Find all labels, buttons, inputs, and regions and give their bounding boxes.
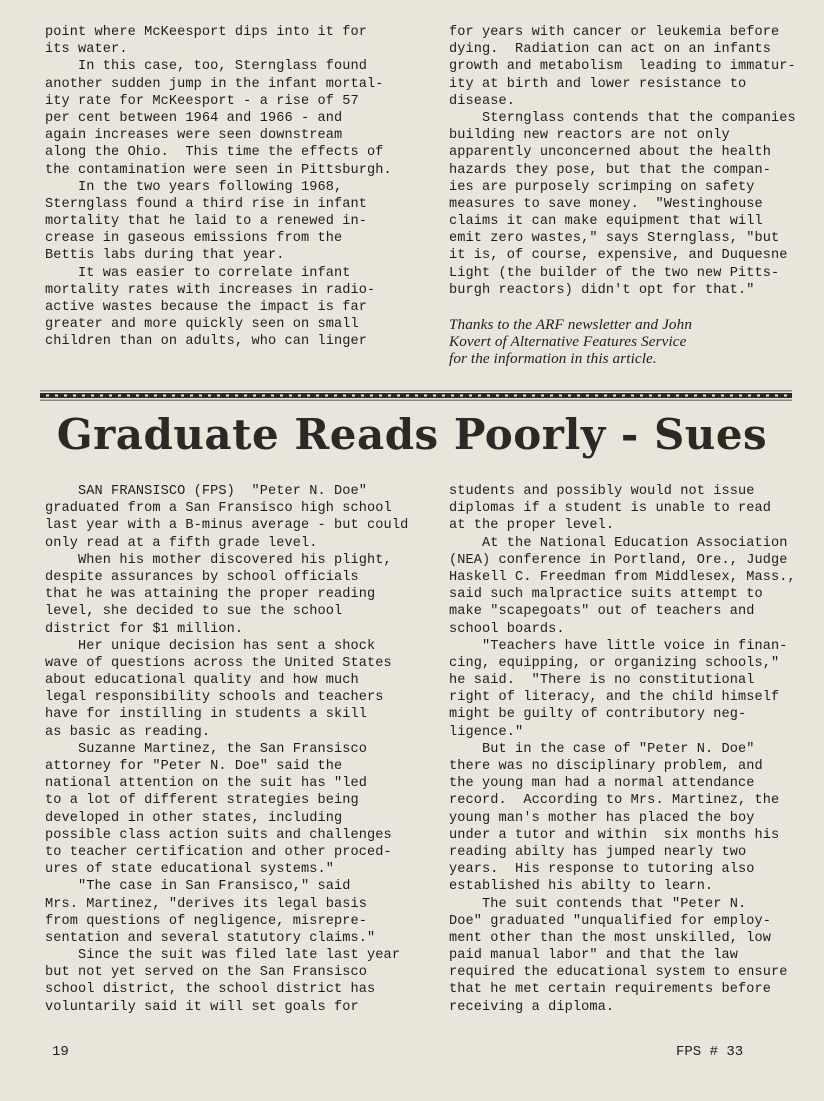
text-line: reading abilty has jumped nearly two	[449, 844, 747, 860]
text-line: Sternglass found a third rise in infant	[45, 196, 368, 212]
text-line: hazards they pose, but that the compan-	[449, 162, 772, 178]
headline: Graduate Reads Poorly - Sues	[56, 410, 768, 459]
text-line: growth and metabolism leading to immatur-	[449, 59, 796, 75]
text-line: Suzanne Martinez, the San Fransisco	[45, 741, 368, 757]
text-line: Kovert of Alternative Features Service	[449, 333, 687, 351]
text-line: last year with a B-minus average - but could	[45, 518, 409, 534]
text-line: ures of state educational systems."	[45, 862, 335, 878]
text-line: said such malpractice suits attempt to	[449, 587, 763, 603]
bottom-left-column	[45, 483, 408, 1016]
text-line: years. His response to tutoring also	[449, 862, 755, 878]
text-line: its water.	[45, 42, 128, 58]
text-line: about educational quality and how much	[45, 673, 359, 689]
text-line: children than on adults, who can linger	[45, 334, 368, 350]
text-line: school district, the school district has	[45, 982, 376, 998]
text-line: ity rate for McKeesport - a rise of 57	[45, 93, 359, 109]
bottom-right-column	[449, 483, 796, 1016]
text-line: But in the case of "Peter N. Doe"	[449, 741, 755, 757]
text-line: students and possibly would not issue	[449, 484, 755, 499]
text-line: young man's mother has placed the boy	[449, 810, 755, 826]
text-line: At the National Education Association	[449, 535, 788, 551]
text-line: When his mother discovered his plight,	[45, 552, 392, 568]
text-line: Thanks to the ARF newsletter and John	[449, 316, 693, 333]
text-line: Haskell C. Freedman from Middlesex, Mass.,	[449, 569, 796, 585]
text-line: emit zero wastes," says Sternglass, "but	[449, 231, 780, 247]
text-line: to teacher certification and other proced-	[45, 844, 392, 860]
text-line: It was easier to correlate infant	[45, 265, 351, 281]
text-line: dying. Radiation can act on an infants	[449, 42, 772, 58]
text-line: sentation and several statutory claims."	[45, 930, 376, 946]
text-line: at the proper level.	[449, 518, 615, 534]
text-line: ligence."	[449, 724, 524, 740]
text-line: cing, equipping, or organizing schools,"	[449, 655, 780, 671]
text-line: legal responsibility schools and teachers	[45, 690, 384, 706]
text-line: paid manual labor" and that the law	[449, 948, 739, 964]
text-line: under a tutor and within six months his	[449, 827, 780, 843]
page-number: 19	[52, 1044, 69, 1060]
text-line: despite assurances by school officials	[45, 569, 359, 585]
decorative-divider-rule	[40, 390, 792, 401]
text-line: might be guilty of contributory neg-	[449, 707, 747, 723]
text-line: have for instilling in students a skill	[45, 707, 368, 723]
text-line: In this case, too, Sternglass found	[45, 59, 368, 75]
text-line: the young man had a normal attendance	[449, 776, 755, 792]
text-line: ies are purposely scrimping on safety	[449, 179, 755, 195]
text-line: district for $1 million.	[45, 621, 244, 637]
text-line: diplomas if a student is unable to read	[449, 501, 772, 517]
text-line: Bettis labs during that year.	[45, 248, 285, 264]
text-line: measures to save money. "Westinghouse	[449, 196, 763, 212]
text-line: apparently unconcerned about the health	[449, 145, 772, 161]
text-line: claims it can make equipment that will	[449, 214, 763, 230]
text-line: point where McKeesport dips into it for	[45, 25, 368, 40]
text-line: Mrs. Martinez, "derives its legal basis	[45, 896, 368, 912]
issue-label: FPS # 33	[676, 1044, 744, 1060]
text-line: burgh reactors) didn't opt for that."	[449, 282, 755, 298]
text-line: level, she decided to sue the school	[45, 604, 343, 620]
text-line: voluntarily said it will set goals for	[45, 999, 359, 1015]
text-line: crease in gaseous emissions from the	[45, 231, 343, 247]
text-line: ity at birth and lower resistance to	[449, 76, 747, 92]
text-line: as basic as reading.	[45, 724, 211, 740]
article-credit	[449, 316, 692, 368]
text-line: wave of questions across the United States	[45, 655, 392, 671]
text-line: it is, of course, expensive, and Duquesne	[449, 248, 788, 264]
text-line: only read at a fifth grade level.	[45, 535, 318, 551]
text-line: for years with cancer or leukemia before	[449, 25, 780, 40]
text-line: Since the suit was filed late last year	[45, 948, 401, 964]
text-line: from questions of negligence, misrepre-	[45, 913, 368, 929]
text-line: there was no disciplinary problem, and	[449, 759, 763, 774]
text-line: Sternglass contends that the companies	[449, 110, 796, 126]
text-line: building new reactors are not only	[449, 128, 730, 144]
text-line: right of literacy, and the child himself	[449, 690, 780, 706]
text-line: required the educational system to ensure	[449, 965, 788, 981]
text-line: Light (the builder of the two new Pitts-	[449, 265, 780, 281]
text-line: but not yet served on the San Fransisco	[45, 965, 368, 981]
text-line: possible class action suits and challenges	[45, 827, 392, 843]
text-line: developed in other states, including	[45, 810, 343, 826]
text-line: "The case in San Fransisco," said	[45, 879, 351, 895]
text-line: along the Ohio. This time the effects of	[45, 145, 384, 161]
text-line: ment other than the most unskilled, low	[449, 930, 772, 946]
text-line: greater and more quickly seen on small	[45, 317, 359, 333]
text-line: "Teachers have little voice in finan-	[449, 638, 788, 654]
top-left-column	[45, 24, 392, 351]
text-line: to a lot of different strategies being	[45, 793, 359, 809]
text-line: another sudden jump in the infant mortal-	[45, 76, 384, 92]
text-line: per cent between 1964 and 1966 - and	[45, 110, 343, 126]
text-line: attorney for "Peter N. Doe" said the	[45, 759, 343, 774]
text-line: SAN FRANSISCO (FPS) "Peter N. Doe"	[45, 484, 368, 499]
text-line: again increases were seen downstream	[45, 128, 343, 144]
text-line: he said. "There is no constitutional	[449, 673, 755, 689]
text-line: the contamination were seen in Pittsburgh.	[45, 162, 392, 178]
text-line: record. According to Mrs. Martinez, the	[449, 793, 780, 809]
text-line: that he was attaining the proper reading	[45, 587, 376, 603]
text-line: The suit contends that "Peter N.	[449, 896, 747, 912]
text-line: for the information in this article.	[449, 350, 657, 368]
text-line: school boards.	[449, 621, 565, 637]
text-line: graduated from a San Fransisco high school	[45, 501, 392, 517]
text-line: national attention on the suit has "led	[45, 776, 368, 792]
text-line: mortality rates with increases in radio-	[45, 282, 376, 298]
text-line: that he met certain requirements before	[449, 982, 772, 998]
text-line: In the two years following 1968,	[45, 179, 343, 195]
text-line: (NEA) conference in Portland, Ore., Judge	[449, 552, 788, 568]
text-line: disease.	[449, 93, 516, 109]
text-line: Doe" graduated "unqualified for employ-	[449, 913, 772, 929]
top-right-column	[449, 24, 796, 299]
text-line: active wastes because the impact is far	[45, 300, 368, 315]
text-line: mortality that he laid to a renewed in-	[45, 214, 368, 230]
text-line: receiving a diploma.	[449, 999, 615, 1015]
text-line: make "scapegoats" out of teachers and	[449, 604, 755, 620]
text-line: established his abilty to learn.	[449, 879, 714, 895]
text-line: Her unique decision has sent a shock	[45, 638, 376, 654]
